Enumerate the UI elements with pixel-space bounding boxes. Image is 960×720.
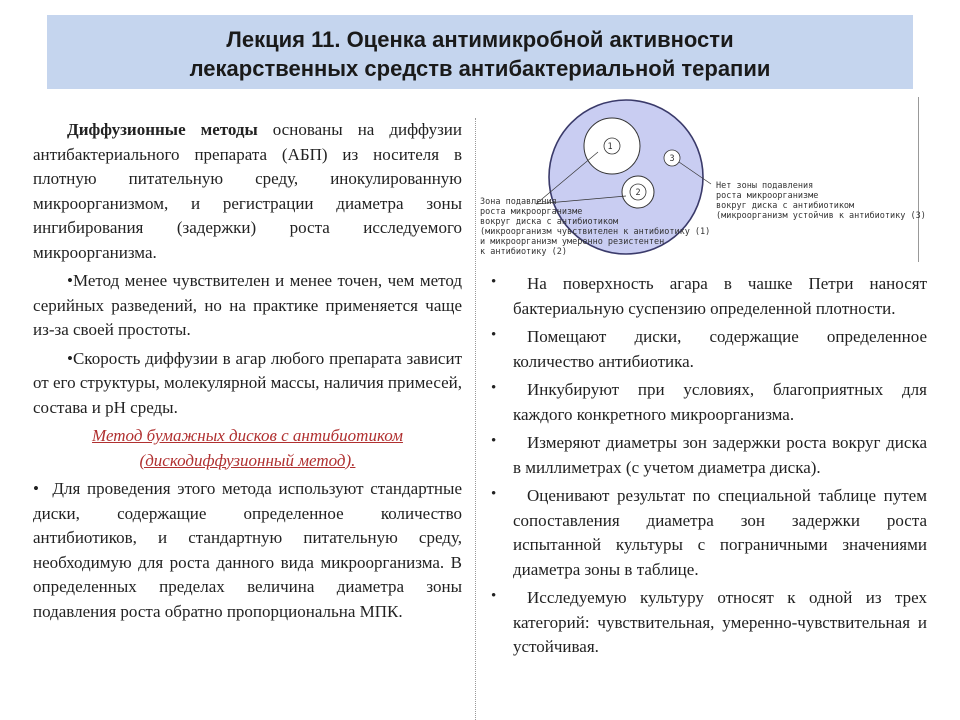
left-label-1: Зона подавления: [480, 197, 557, 207]
left-label-5: и микроорганизм умеренно резистентен: [480, 237, 665, 247]
list-item: [487, 586, 927, 660]
left-column: [33, 118, 462, 624]
list-item: [487, 484, 927, 582]
list-item: [487, 272, 927, 321]
bullet-marker: •: [491, 327, 497, 343]
intro-text: основаны на диффузии антибактериального препарата (АБП) из носителя в плотную питательную среду, инокулированную микроорганизмом, и регистрации диаметра зоны ингибирования (задержки) роста исследуемого микроорганизма.: [33, 120, 462, 262]
intro-paragraph: [33, 118, 462, 265]
list-item-text: Инкубируют при условиях, благоприятных для каждого конкретного микроорганизма.: [513, 380, 927, 424]
petri-dish-diagram: [476, 92, 926, 272]
left-bullet-1-text: Метод менее чувствителен и менее точен, чем метод серийных разведений, но на практике применяется чаще из-за своей простоты.: [33, 271, 462, 339]
bullet-marker: •: [491, 274, 497, 290]
left-bullet-3: [33, 477, 462, 624]
disk-label-2: 2: [635, 188, 641, 198]
bullet-marker: •: [33, 479, 39, 498]
disk-label-1: 1: [607, 142, 613, 152]
disk-label-3: 3: [669, 154, 675, 164]
left-bullet-1: [33, 269, 462, 343]
right-label-1: Нет зоны подавления: [716, 181, 814, 191]
right-label-4: (микроорганизм устойчив к антибиотику (3): [716, 211, 926, 221]
list-item: [487, 378, 927, 427]
left-bullet-2: [33, 347, 462, 421]
list-item-text: Исследуемую культуру относят к одной из трех категорий: чувствительная, умеренно-чувствительная и устойчивая.: [513, 588, 927, 656]
left-label-3: вокруг диска с антибиотиком: [480, 217, 619, 227]
left-bullet-3-text: Для проведения этого метода используют стандартные диски, содержащие определенное количество антибиотиков, и стандартную питательную среду, необходимую для роста данного вида микроорганизма. В определенных пределах величина диаметра зоны подавления роста обратно пропорциональна МПК.: [33, 479, 462, 621]
right-label-2: роста микроорганизме: [716, 191, 819, 201]
procedure-list: [487, 272, 927, 660]
bullet-marker: •: [491, 486, 497, 502]
list-item-text: Помещают диски, содержащие определенное количество антибиотика.: [513, 327, 927, 371]
bullet-marker: •: [491, 588, 497, 604]
list-item: [487, 325, 927, 374]
list-item: [487, 431, 927, 480]
list-item-text: На поверхность агара в чашке Петри наносят бактериальную суспензию определенной плотности.: [513, 274, 927, 318]
left-label-2: роста микроорганизме: [480, 207, 583, 217]
left-label-4: (микроорганизм чувствителен к антибиотику (1): [480, 227, 711, 237]
title-banner: [47, 15, 913, 89]
bullet-marker: •: [491, 380, 497, 396]
right-label-3: вокруг диска с антибиотиком: [716, 201, 855, 211]
title-line-1: Лекция 11. Оценка антимикробной активности: [226, 27, 734, 52]
method-subheading: Метод бумажных дисков с антибиотиком (дискодиффузионный метод).: [92, 426, 403, 470]
right-column: [487, 272, 927, 664]
bullet-marker: •: [491, 433, 497, 449]
list-item-text: Измеряют диаметры зон задержки роста вокруг диска в миллиметрах (с учетом диаметра диска).: [513, 433, 927, 477]
left-label-6: к антибиотику (2): [480, 247, 567, 257]
intro-bold-term: Диффузионные методы: [67, 120, 258, 139]
list-item-text: Оценивают результат по специальной таблице путем сопоставления диаметра зон задержки роста испытанной культуры с пограничными значениями диаметра зоны в таблице.: [513, 486, 927, 579]
bullet-marker: •: [67, 348, 73, 368]
bullet-marker: •: [67, 271, 73, 290]
title-line-2: лекарственных средств антибактериальной терапии: [189, 56, 771, 81]
left-bullet-2-text: Скорость диффузии в агар любого препарата зависит от его структуры, молекулярной массы, наличия примесей, состава и pH среды.: [33, 348, 462, 417]
